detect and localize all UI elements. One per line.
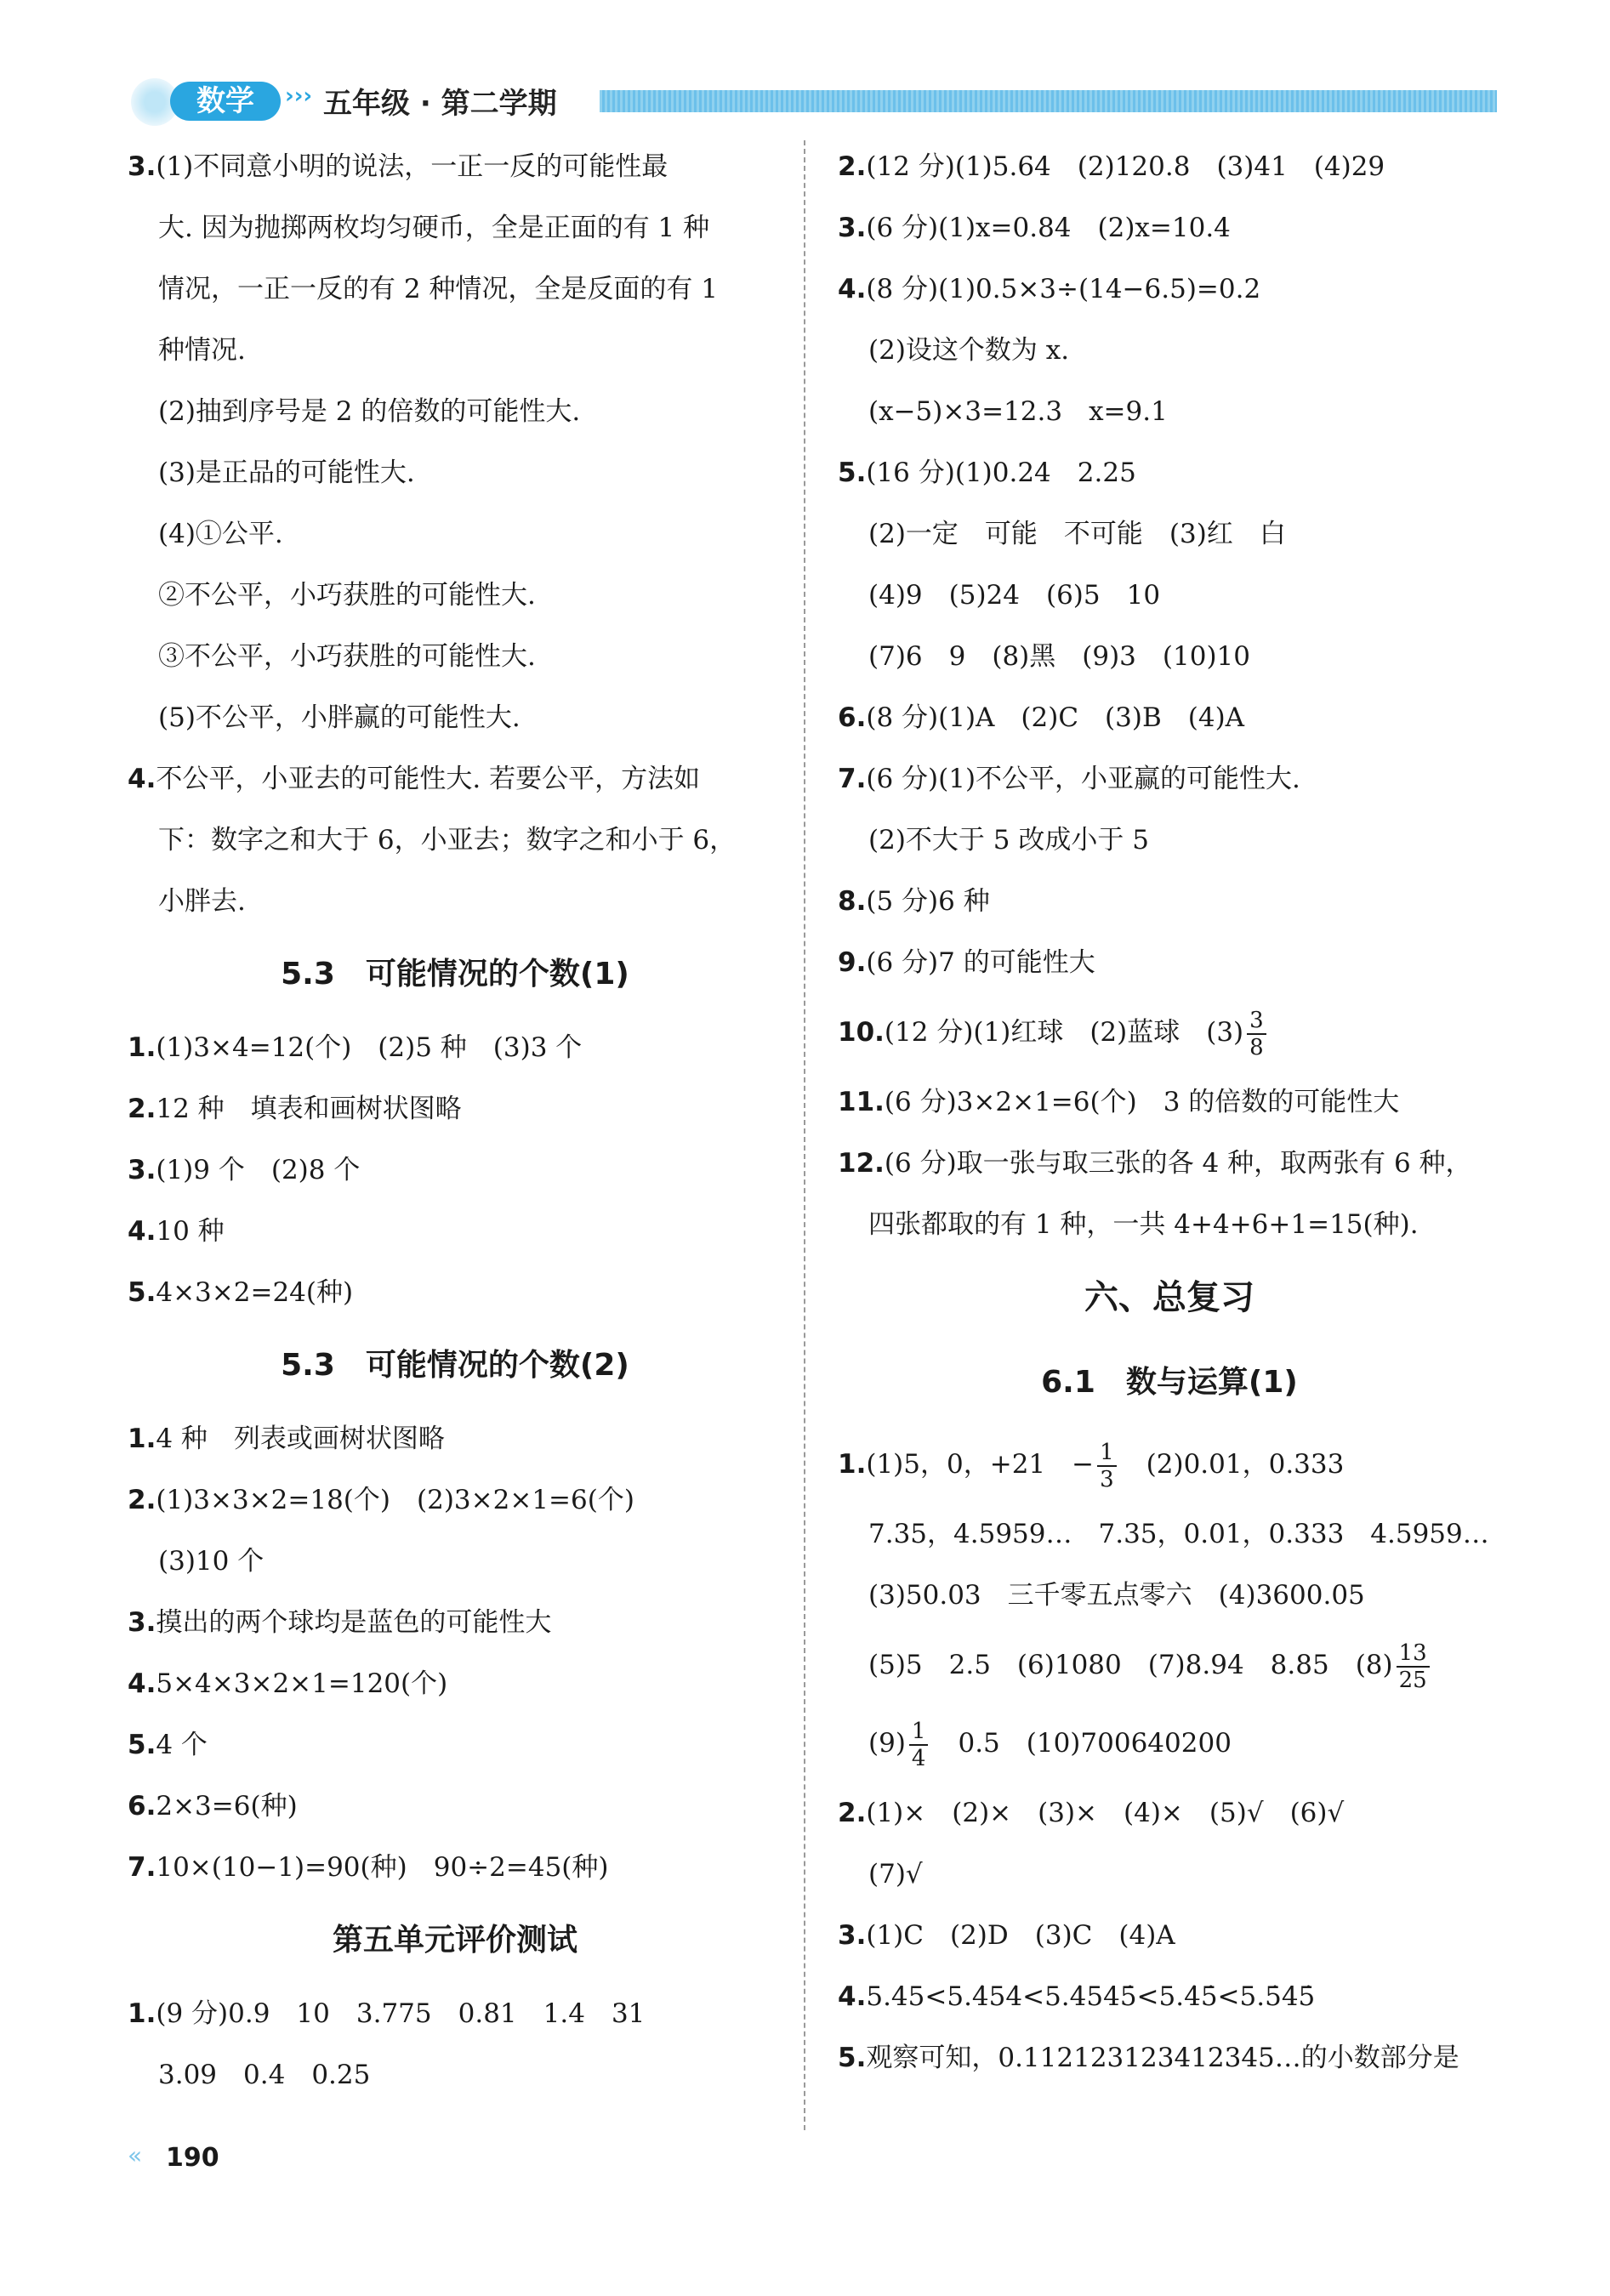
answer-line: 小胖去. bbox=[158, 886, 246, 917]
answer-line: (3)是正品的可能性大. bbox=[158, 457, 415, 488]
answer-line: 12.(6 分)取一张与取三张的各 4 种，取两张有 6 种， bbox=[838, 1148, 1472, 1179]
subject-badge: 数学 bbox=[170, 82, 281, 121]
answer-line: (3)50.03 三千零五点零六 (4)3600.05 bbox=[868, 1580, 1365, 1611]
header-stripe bbox=[600, 90, 1497, 112]
answer-line: 3.09 0.4 0.25 bbox=[158, 2060, 371, 2090]
answer-line: 1.(1)5，0，+21 − $\frac{1}{3}$ (2)0.01，0.333 bbox=[838, 1439, 1345, 1492]
answer-line: (7)√ bbox=[868, 1859, 923, 1890]
column-divider bbox=[804, 140, 805, 2130]
answer-line: (4)9 (5)24 (6)5 10 bbox=[868, 580, 1161, 611]
answer-line: 8.(5 分)6 种 bbox=[838, 886, 990, 917]
answer-line: (x−5)×3=12.3 x=9.1 bbox=[868, 396, 1168, 427]
answer-line: (5)5 2.5 (6)1080 (7)8.94 8.85 (8) $\frac{13}{25}$ bbox=[838, 1626, 1501, 1704]
answer-line: 3.(1)C (2)D (3)C (4)A bbox=[838, 1920, 1175, 1951]
right-column bbox=[838, 136, 1501, 2089]
answer-line: 7.35，4.5959… 7.35，0.01，0.333 4.5959… bbox=[868, 1519, 1489, 1549]
answer-line: ③不公平，小巧获胜的可能性大. bbox=[158, 641, 536, 672]
answer-line: 4.不公平，小亚去的可能性大. 若要公平，方法如 bbox=[128, 764, 701, 794]
chevron-arrows-icon: ››› bbox=[285, 83, 313, 109]
answer-line: 下：数字之和大于 6，小亚去；数字之和小于 6， bbox=[158, 825, 737, 855]
answer-line: (2)一定 可能 不可能 (3)红 白 bbox=[868, 519, 1286, 549]
answer-line: 2.(1)3×3×2=18(个) (2)3×2×1=6(个) bbox=[128, 1485, 634, 1515]
section-title: 5.3 可能情况的个数(2) bbox=[281, 1348, 629, 1383]
answer-line: (2)设这个数为 x. bbox=[868, 335, 1070, 366]
answer-line: 6.2×3=6(种) bbox=[128, 1791, 298, 1821]
answer-line: 种情况. bbox=[158, 335, 246, 366]
answer-line: 2.12 种 填表和画树状图略 bbox=[128, 1094, 462, 1124]
answer-line: 3.摸出的两个球均是蓝色的可能性大 bbox=[128, 1607, 552, 1638]
answer-line: 6.(8 分)(1)A (2)C (3)B (4)A bbox=[838, 702, 1245, 733]
answer-line: 5.(16 分)(1)0.24 2.25 bbox=[838, 457, 1136, 488]
answer-line: 3.(1)不同意小明的说法，一正一反的可能性最 bbox=[128, 151, 668, 182]
answer-line: (3)10 个 bbox=[158, 1546, 265, 1577]
answer-line: 3.(6 分)(1)x=0.84 (2)x=10.4 bbox=[838, 213, 1231, 243]
answer-line: (9) $\frac{1}{4}$ 0.5 (10)700640200 bbox=[868, 1718, 1232, 1771]
answer-line: (2)不大于 5 改成小于 5 bbox=[868, 825, 1149, 855]
answer-line: 5.4 个 bbox=[128, 1730, 208, 1760]
section-title: 6.1 数与运算(1) bbox=[1041, 1365, 1298, 1400]
answer-line: 5.观察可知，0.112123123412345…的小数部分是 bbox=[838, 2043, 1459, 2073]
answer-line: 7.10×(10−1)=90(种) 90÷2=45(种) bbox=[128, 1852, 609, 1883]
answer-line: 7.(6 分)(1)不公平，小亚赢的可能性大. bbox=[838, 764, 1300, 794]
answer-line: (7)6 9 (8)黑 (9)3 (10)10 bbox=[868, 641, 1250, 672]
section-title: 5.3 可能情况的个数(1) bbox=[281, 957, 629, 992]
grade-term-title: 五年级 · 第二学期 bbox=[323, 87, 557, 121]
answer-line: 9.(6 分)7 的可能性大 bbox=[838, 947, 1095, 978]
page-arrow-icon: « bbox=[128, 2141, 143, 2169]
page-number: 190 bbox=[166, 2143, 219, 2173]
fraction: $\frac{1}{3}$ bbox=[1097, 1440, 1117, 1492]
section-title: 第五单元评价测试 bbox=[332, 1923, 577, 1958]
answer-line: 大. 因为抛掷两枚均匀硬币，全是正面的有 1 种 bbox=[158, 213, 710, 243]
fraction: $\frac{13}{25}$ bbox=[1397, 1640, 1430, 1693]
chapter-title: 六、总复习 bbox=[1084, 1278, 1254, 1317]
answer-line: 10.(12 分)(1)红球 (2)蓝球 (3) $\frac{3}{8}$ bbox=[838, 993, 1501, 1071]
answer-line: 4.10 种 bbox=[128, 1216, 225, 1247]
answer-line: (2)抽到序号是 2 的倍数的可能性大. bbox=[158, 396, 581, 427]
answer-line: 1.(1)3×4=12(个) (2)5 种 (3)3 个 bbox=[128, 1032, 583, 1063]
answer-line: 4.(8 分)(1)0.5×3÷(14−6.5)=0.2 bbox=[838, 274, 1261, 304]
answer-line: 1.(9 分)0.9 10 3.775 0.81 1.4 31 bbox=[128, 1998, 646, 2029]
answer-line: 4.5×4×3×2×1=120(个) bbox=[128, 1668, 448, 1699]
answer-line: 5.4×3×2=24(种) bbox=[128, 1277, 354, 1308]
answer-line: 3.(1)9 个 (2)8 个 bbox=[128, 1155, 361, 1185]
answer-line: 2.(12 分)(1)5.64 (2)120.8 (3)41 (4)29 bbox=[838, 151, 1385, 182]
left-column bbox=[128, 136, 782, 2106]
answer-line: 四张都取的有 1 种，一共 4+4+6+1=15(种). bbox=[868, 1209, 1419, 1240]
answer-line: 4.5.45<5.4̇54̇<5.4̇545̇<5.4̇5̇<5.5̇45̇ bbox=[838, 1981, 1316, 2012]
answer-line: 2.(1)× (2)× (3)× (4)× (5)√ (6)√ bbox=[838, 1798, 1345, 1828]
page-header bbox=[128, 75, 1497, 126]
answer-line: 11.(6 分)3×2×1=6(个) 3 的倍数的可能性大 bbox=[838, 1087, 1400, 1117]
fraction: $\frac{1}{4}$ bbox=[909, 1719, 929, 1771]
answer-line: 1.4 种 列表或画树状图略 bbox=[128, 1424, 445, 1454]
answer-line: (5)不公平，小胖赢的可能性大. bbox=[158, 702, 521, 733]
answer-line: (4)①公平. bbox=[158, 519, 283, 549]
fraction: $\frac{3}{8}$ bbox=[1247, 1008, 1266, 1060]
answer-line: ②不公平，小巧获胜的可能性大. bbox=[158, 580, 536, 611]
answer-line: 情况，一正一反的有 2 种情况，全是反面的有 1 bbox=[158, 274, 719, 304]
